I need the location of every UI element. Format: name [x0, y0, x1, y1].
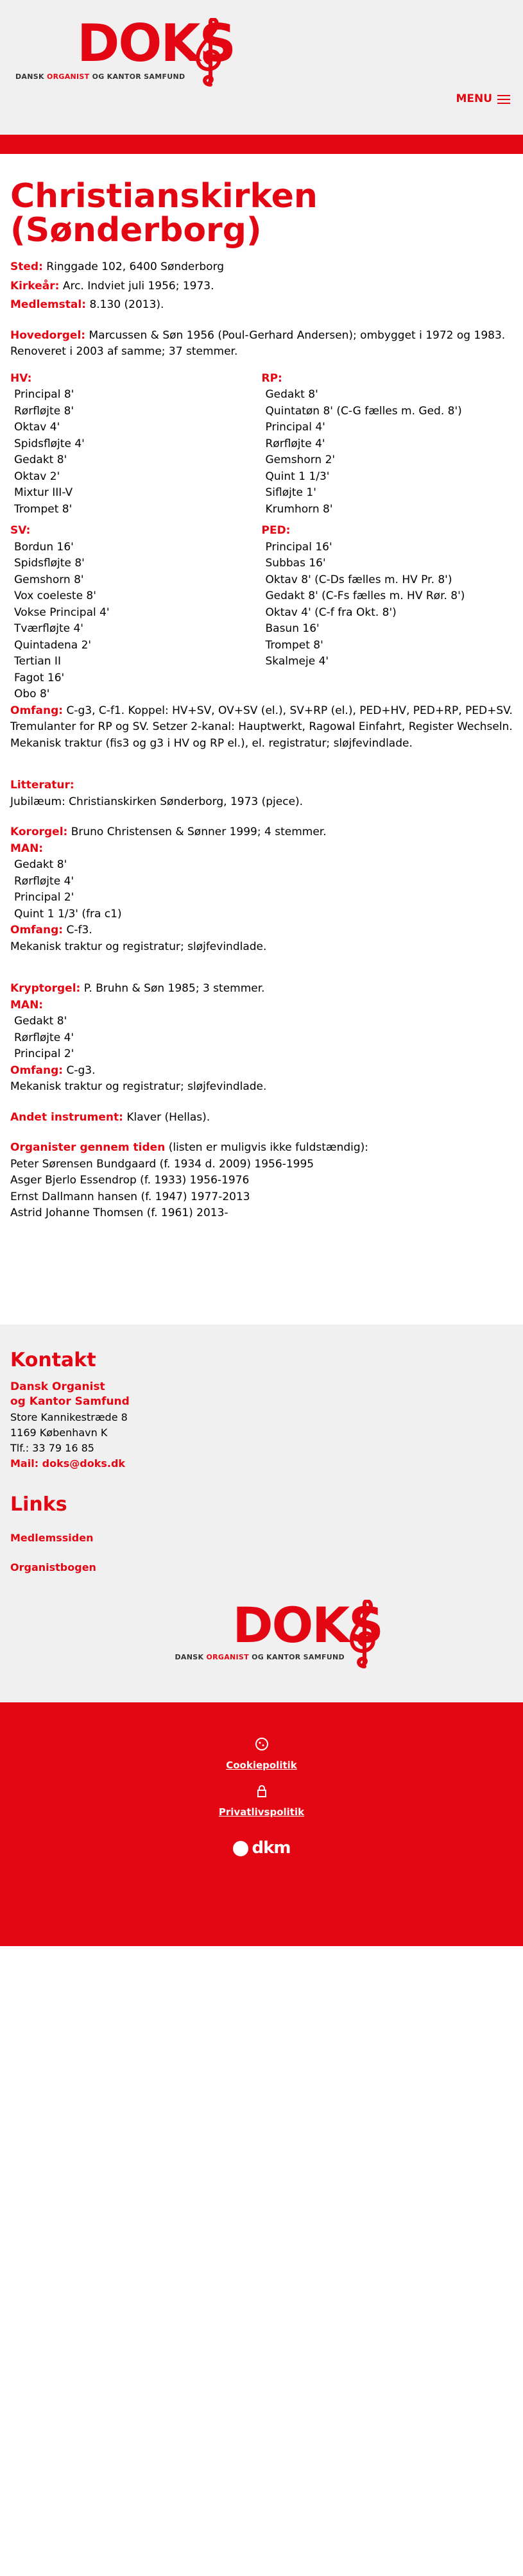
division-hv: HV: Principal 8' Rørfløjte 8' Oktav 4' Spidsfløjte 4' Gedakt 8' Oktav 2' Mixtur III-V Trompet 8'	[10, 371, 85, 516]
footer-logo[interactable]	[156, 1597, 382, 1677]
contact-org: Dansk Organist og Kantor Samfund	[10, 1380, 130, 1409]
cookie-icon	[255, 1737, 269, 1751]
nav-bar	[0, 135, 523, 154]
literature: Litteratur: Jubilæum: Christianskirken Sønderborg, 1973 (pjece).	[10, 779, 304, 808]
stop-column-right	[262, 371, 513, 703]
list-item: Astrid Johanne Thomsen (f. 1961) 2013-	[10, 1207, 228, 1220]
division-rp: RP: Gedakt 8' Quintatøn 8' (C-G fælles m. Ged. 8') Principal 4' Rørfløjte 4' Gemshorn 2' Quint 1 1/3' Sifløjte 1' Krumhorn 8'	[261, 371, 462, 516]
main-organ-label: Hovedorgel:	[10, 328, 86, 342]
other-instrument: Andet instrument: Klaver (Hellas).	[10, 1110, 210, 1124]
main-organ-text: Marcussen & Søn 1956 (Poul-Gerhard Andersen); ombygget i 1972 og 1983. Renoveret i 2003 af samme; 37 stemmer.	[10, 328, 506, 359]
privacy-policy-link[interactable]: Privatlivspolitik	[218, 1806, 305, 1818]
stop-column-left	[10, 371, 262, 703]
organists: Organister gennem tiden (listen er muligvis ikke fuldstændig): Peter Sørensen Bundgaard (f. 1934 d. 2009) 1956-1995 Asger Bjerlo Essendrop (f. 1933) 1956-1976 Ernst Dallmann hansen (f. 1947) 1977-2013 Astrid Johanne Thomsen (f. 1961) 2013-	[10, 1140, 513, 1222]
contact-phone: Tlf.: 33 79 16 85	[10, 1442, 94, 1455]
logo-tagline: DANSK ORGANIST OG KANTOR SAMFUND	[15, 72, 185, 81]
cookie-policy-link[interactable]: Cookiepolitik	[226, 1759, 297, 1771]
contact-address: Store Kannikestræde 8 1169 København K	[10, 1411, 128, 1439]
site-footer	[0, 1325, 523, 1947]
hamburger-icon	[497, 92, 510, 106]
list-item: Peter Sørensen Bundgaard (f. 1934 d. 2009) 1956-1995	[10, 1157, 314, 1171]
fact-year: Kirkeår: Arc. Indviet juli 1956; 1973.	[10, 279, 214, 292]
treble-clef-icon	[345, 1600, 381, 1669]
division-sv: SV: Bordun 16' Spidsfløjte 8' Gemshorn 8' Vox coeleste 8' Vokse Principal 4' Tværfløjte 4' Quintadena 2' Tertian II Fagot 16' Obo 8'	[10, 524, 110, 701]
crypt-organ: Kryptorgel: P. Bruhn & Søn 1985; 3 stemmer. MAN: Gedakt 8' Rørfløjte 4' Principal 2' Omfang: C-g3. Mekanisk traktur og registratur; sløjfevindlade.	[10, 982, 267, 1094]
logo-wordmark: DOKS	[77, 13, 236, 73]
dkm-dot-icon	[233, 1841, 248, 1856]
footer-logo-tagline: DANSK ORGANIST OG KANTOR SAMFUND	[175, 1653, 345, 1662]
list-item: Asger Bjerlo Essendrop (f. 1933) 1956-1976	[10, 1174, 250, 1187]
dkm-logo[interactable]: dkm	[0, 1836, 523, 1861]
links-title: Links	[10, 1493, 67, 1516]
page-title: Christianskirken (Sønderborg)	[10, 177, 318, 250]
main-organ	[10, 328, 513, 360]
menu-toggle[interactable]	[456, 91, 510, 108]
menu-label: MENU	[456, 92, 492, 105]
main-content	[0, 154, 523, 1222]
stop-list	[10, 371, 513, 703]
fact-members: Medlemstal: 8.130 (2013).	[10, 298, 164, 312]
contact-mail[interactable]: Mail: doks@doks.dk	[10, 1457, 126, 1470]
footer-contact	[0, 1325, 523, 1703]
link-members[interactable]: Medlemssiden	[10, 1532, 94, 1545]
footer-bar	[0, 1702, 523, 1946]
main-organ-range: Omfang: C-g3, C-f1. Koppel: HV+SV, OV+SV (el.), SV+RP (el.), PED+HV, PED+RP, PED+SV. Tremulanter for RP og SV. Setzer 2-kanal: Hauptwerkt, Ragowal Einfahrt, Register Wechseln. Mekanisk traktur (fis3 og g3 i HV og RP el.), el. registratur; sløjfevindlade.	[10, 704, 513, 750]
list-item: Ernst Dallmann hansen (f. 1947) 1977-2013	[10, 1190, 250, 1203]
site-header	[0, 0, 523, 135]
treble-clef-icon	[191, 18, 227, 87]
doks-logo[interactable]	[13, 13, 236, 89]
fact-location: Sted: Ringgade 102, 6400 Sønderborg	[10, 260, 225, 274]
division-ped: PED: Principal 16' Subbas 16' Oktav 8' (C-Ds fælles m. HV Pr. 8') Gedakt 8' (C-Fs fælles m. HV Rør. 8') Oktav 4' (C-f fra Okt. 8') Basun 16' Trompet 8' Skalmeje 4'	[261, 524, 465, 668]
choir-organ: Kororgel: Bruno Christensen & Sønner 1999; 4 stemmer. MAN: Gedakt 8' Rørfløjte 4' Principal 2' Quint 1 1/3' (fra c1) Omfang: C-f3. Mekanisk traktur og registratur; sløjfevindlade.	[10, 826, 327, 953]
church-facts	[10, 259, 513, 314]
footer-logo-wordmark: DOKS	[232, 1597, 382, 1654]
link-organistbook[interactable]: Organistbogen	[10, 1561, 96, 1574]
privacy-icon	[255, 1784, 269, 1798]
contact-title: Kontakt	[10, 1348, 96, 1371]
